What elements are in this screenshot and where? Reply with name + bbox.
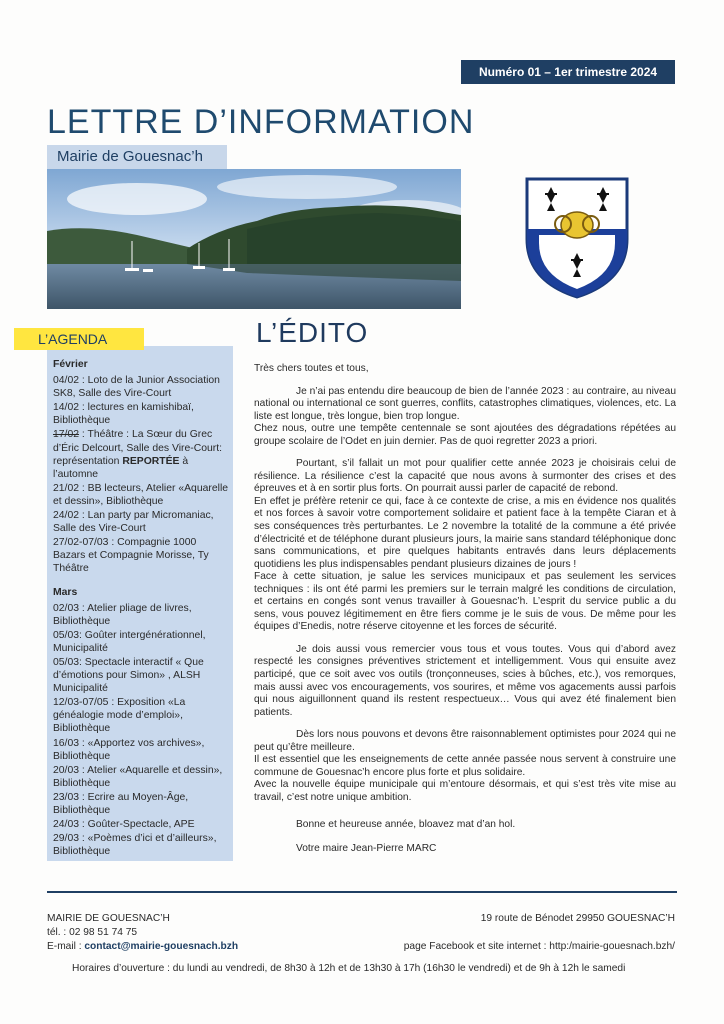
- event-text: : Goûter-Spectacle, APE: [79, 819, 195, 831]
- month-heading: Mars: [53, 586, 78, 598]
- event-text: : Compagnie 1000 Bazars et Compagnie Morisse, Ty Théâtre: [53, 537, 209, 575]
- agenda-item: [53, 374, 229, 400]
- agenda-item: [53, 629, 229, 655]
- agenda-item: [53, 791, 229, 817]
- edito-paragraph: Chez nous, outre une tempête centennale se sont ajoutées des dégradations répétées au groupe scolaire de l’Odet en juin dernier. Pas de quoi regretter 2023 a priori.: [254, 423, 676, 447]
- event-text: : Goûter intergénérationnel, Municipalité: [53, 629, 206, 654]
- event-date: 12/03-07/05: [53, 697, 109, 709]
- edito-paragraph: Je dois aussi vous remercier vous tous et vous toutes. Vous qui d’abord avez respecté les consignes préventives strictement et intelligemment. Vous qui ensuite avez participé, que ce soit avec vos outils (tronçonneuses, scies à bûches, etc.), vos remorques, mais aussi avec vos encouragements, vos sourires, et même vos agacements aussi parfois qui nous aiguillonnent quand ils restent respectueux… Vous qui avez été finalement bien patients.: [254, 643, 676, 718]
- footer-email-link[interactable]: contact@mairie-gouesnach.bzh: [84, 941, 239, 952]
- edito-greeting: Très chers toutes et tous,: [254, 363, 369, 374]
- event-text: : «Poèmes d’ici et d’ailleurs», Bibliothèque: [53, 833, 217, 858]
- lake-photo: [47, 169, 461, 309]
- agenda-list: [53, 358, 229, 859]
- event-date: 17/02: [53, 429, 80, 441]
- edito-paragraph: Dès lors nous pouvons et devons être raisonnablement optimistes pour 2024 qui ne peut qu’être meilleure.: [254, 729, 676, 753]
- event-status: REPORTÉE: [122, 455, 180, 467]
- edito-paragraph: Face à cette situation, je salue les services municipaux et pas seulement les services techniques : ils ont été parmi les premiers sur le terrain malgré les conditions de circulation, et certains en congés sont venus travailler à Gouesnac’h. L’esprit du service public a du sens, vous pouvez légitimement en être fiers comme je le suis de vous. De même pour les équipes d’Enedis, notre réserve citoyenne et les forces de sécurité.: [254, 571, 676, 633]
- edito-paragraph: Je n’ai pas entendu dire beaucoup de bien de l’année 2023 : au contraire, au niveau national ou international ce sont guerres, conflits, catastrophes climatiques, violences, etc. La liste est longue, très longue, bien trop longue.: [254, 385, 676, 422]
- agenda-item: [53, 536, 229, 575]
- footer-hours: Horaires d’ouverture : du lundi au vendredi, de 8h30 à 12h et de 13h30 à 17h (16h30 le vendredi) et de 9h à 12h le samedi: [72, 963, 626, 974]
- gouesnach-crest: [525, 177, 629, 299]
- event-text: : «Apportez vos archives», Bibliothèque: [53, 737, 205, 762]
- edito-paragraph: Avec la nouvelle équipe municipale qui m’entoure désormais, et qui s’est très vite mise au travail, c’est notre unique ambition.: [254, 779, 676, 803]
- page-subtitle: Mairie de Gouesnac’h: [47, 145, 227, 169]
- event-text: : Loto de la Junior Association SK8, Salle des Vire-Court: [53, 375, 220, 400]
- event-date: 02/03: [53, 602, 80, 614]
- event-date: 29/03: [53, 833, 80, 845]
- edito-paragraph: Il est essentiel que les enseignements de cette année passée nous servent à construire une commune de Gouesnac’h encore plus forte et plus solidaire.: [254, 754, 676, 778]
- event-date: 04/02: [53, 375, 80, 387]
- footer-phone: tél. : 02 98 51 74 75: [47, 927, 138, 938]
- event-date: 21/02: [53, 482, 80, 494]
- event-text-tail: à l’automne: [53, 455, 189, 480]
- event-text: : Atelier pliage de livres, Bibliothèque: [53, 602, 192, 627]
- agenda-item: [53, 818, 229, 831]
- footer-address: 19 route de Bénodet 29950 GOUESNAC’H: [480, 913, 675, 924]
- event-text: : Atelier «Aquarelle et dessin», Bibliothèque: [53, 764, 223, 789]
- agenda-panel: [47, 346, 233, 861]
- agenda-item: [53, 509, 229, 535]
- edito-signature: Votre maire Jean-Pierre MARC: [296, 843, 437, 855]
- agenda-item: [53, 737, 229, 763]
- edito-paragraph: Pourtant, s’il fallait un mot pour qualifier cette année 2023 je choisirais celui de résilience. La résilience c’est la capacité que nous avons à surmonter des crises et des épreuves et à en sortir plus forts. On pourrait aussi parler de capacité de rebond.: [254, 458, 676, 495]
- agenda-item: [53, 401, 229, 427]
- edito-title: L’ÉDITO: [256, 317, 369, 348]
- event-text: : lectures en kamishibaï, Bibliothèque: [53, 402, 194, 427]
- event-date: 20/03: [53, 764, 80, 776]
- event-text: : Spectacle interactif « Que d’émotions pour Simon» , ALSH Municipalité: [53, 656, 204, 695]
- footer-email-label: E-mail :: [47, 941, 85, 952]
- agenda-item: [53, 696, 229, 735]
- issue-banner: Numéro 01 – 1er trimestre 2024: [461, 60, 675, 84]
- agenda-item: [53, 428, 229, 480]
- footer-divider: [47, 891, 677, 893]
- page-title: LETTRE D’INFORMATION: [47, 103, 475, 141]
- agenda-item: [53, 656, 229, 695]
- agenda-item: [53, 832, 229, 858]
- agenda-item: [53, 602, 229, 628]
- event-text: : Théâtre : La Sœur du Grec d’Éric Delcourt, Salle des Vire-Court: représentation: [53, 429, 223, 467]
- footer-web-link[interactable]: page Facebook et site internet : http:/mairie-gouesnach.bzh/: [403, 941, 675, 952]
- agenda-item: [53, 764, 229, 790]
- month-heading: Février: [53, 359, 88, 370]
- edito-paragraph: En effet je préfère retenir ce qui, face à ce contexte de crise, a mis en évidence nos qualités et nos forces à savoir votre comportement solidaire et patient face à la tempête Ciaran et à ses conséquences très perturbantes. Le 2 novembre la totalité de la commune a été privée d’électricité et de téléphone durant plusieurs jours, la mairie sans standard téléphonique donc sans communications, et pire quelques habitants entravés dans leurs déplacements quotidiens les plus indispensables pendant plusieurs dizaines de jours !: [254, 495, 676, 570]
- event-text: : Exposition «La généalogie mode d’emploi», Bibliothèque: [53, 697, 186, 735]
- agenda-item: [53, 482, 229, 508]
- event-text: : BB lecteurs, Atelier «Aquarelle et dessin», Bibliothèque: [53, 482, 229, 507]
- footer-email-line: [47, 941, 238, 952]
- event-date: 05/03: [53, 629, 80, 641]
- event-date: 05/03: [53, 656, 80, 668]
- event-date: 24/02: [53, 510, 80, 522]
- footer-org: MAIRIE DE GOUESNAC’H: [47, 913, 170, 924]
- event-date: 16/03: [53, 737, 80, 749]
- event-text: : Lan party par Micromaniac, Salle des Vire-Court: [53, 510, 214, 535]
- event-text: : Ecrire au Moyen-Âge, Bibliothèque: [53, 791, 189, 816]
- event-date: 27/02-07/03: [53, 537, 109, 549]
- event-date: 23/03: [53, 791, 80, 803]
- event-date: 14/02: [53, 402, 80, 414]
- edito-body: [254, 363, 676, 856]
- edito-closing: Bonne et heureuse année, bloavez mat d’an hol.: [296, 818, 516, 830]
- agenda-title: L’AGENDA: [14, 328, 144, 350]
- event-date: 24/03: [53, 819, 80, 831]
